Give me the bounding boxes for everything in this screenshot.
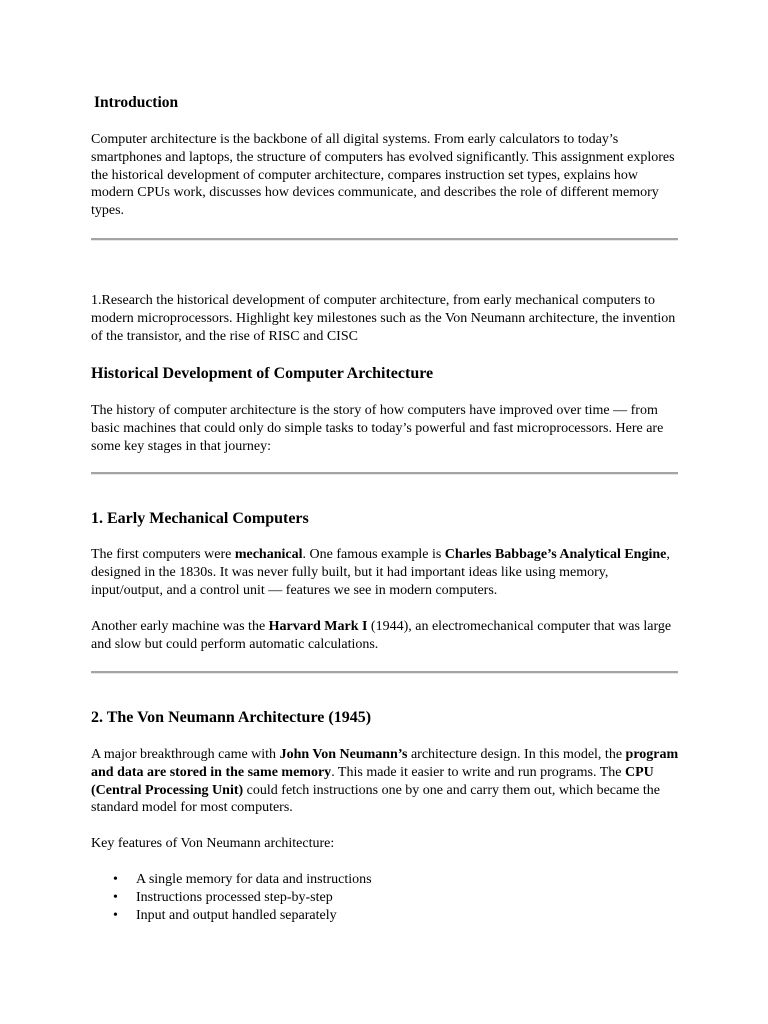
horizontal-rule xyxy=(91,238,678,241)
historical-development-heading: Historical Development of Computer Architecture xyxy=(91,365,434,382)
list-item xyxy=(91,871,372,889)
bold-term: CPU (Central Processing Unit) xyxy=(91,764,654,798)
horizontal-rule xyxy=(91,472,678,475)
list-item xyxy=(91,907,372,925)
list-item-text: Input and output handled separately xyxy=(136,907,337,923)
text-run: A major breakthrough came with xyxy=(91,747,280,762)
bold-term: program and data are stored in the same memory xyxy=(91,747,679,780)
text-run: , designed in the 1830s. It was never fully built, but it had important ideas like using memory, input/output, and a control unit — features we see in modern computers. xyxy=(91,547,670,598)
von-neumann-heading: 2. The Von Neumann Architecture (1945) xyxy=(91,709,372,726)
history-paragraph: The history of computer architecture is the story of how computers have improved over time — from basic machines that could only do simple tasks to today’s powerful and fast microprocessors. Here are some key stages in that journey: xyxy=(91,403,664,454)
bullet-icon: • xyxy=(113,872,118,887)
text-run: Another early machine was the xyxy=(91,619,269,634)
text-run: The first computers were xyxy=(91,547,235,562)
question-text: 1.Research the historical development of computer architecture, from early mechanical computers to modern microprocessors. Highlight key milestones such as the Von Neumann architecture, the invention of the transistor, and the rise of RISC and CISC xyxy=(91,293,676,344)
early-mechanical-paragraph xyxy=(91,546,679,599)
text-run: architecture design. In this model, the xyxy=(407,747,626,762)
early-mechanical-heading: 1. Early Mechanical Computers xyxy=(91,510,309,527)
list-item xyxy=(91,889,372,907)
harvard-mark-paragraph xyxy=(91,618,679,654)
bullet-icon: • xyxy=(113,889,118,905)
text-run: could fetch instructions one by one and carry them out, which became the standard model for most computers. xyxy=(91,782,660,816)
text-run: . One famous example is xyxy=(302,547,445,562)
horizontal-rule xyxy=(91,671,678,674)
text-run: (1944), an electromechanical computer that was large and slow but could perform automatic calculations. xyxy=(91,619,672,652)
key-features-list xyxy=(91,871,372,924)
introduction-paragraph: Computer architecture is the backbone of all digital systems. From early calculators to today’s smartphones and laptops, the structure of computers has evolved significantly. This assignment explores the historical development of computer architecture, compares instruction set types, explains how modern CPUs work, discusses how devices communicate, and describes the role of different memory types. xyxy=(91,132,675,219)
bullet-icon: • xyxy=(113,907,118,923)
von-neumann-paragraph xyxy=(91,746,679,817)
list-item-text: A single memory for data and instructions xyxy=(136,872,372,887)
bold-term: John Von Neumann’s xyxy=(279,747,408,762)
key-features-intro: Key features of Von Neumann architecture: xyxy=(91,836,335,851)
bold-term: Harvard Mark I xyxy=(268,619,368,634)
text-run: . This made it easier to write and run programs. The xyxy=(331,764,625,780)
list-item-text: Instructions processed step-by-step xyxy=(136,889,333,905)
bold-term: mechanical xyxy=(234,547,303,562)
bold-term: Charles Babbage’s Analytical Engine xyxy=(444,547,667,562)
introduction-heading: Introduction xyxy=(94,94,179,111)
